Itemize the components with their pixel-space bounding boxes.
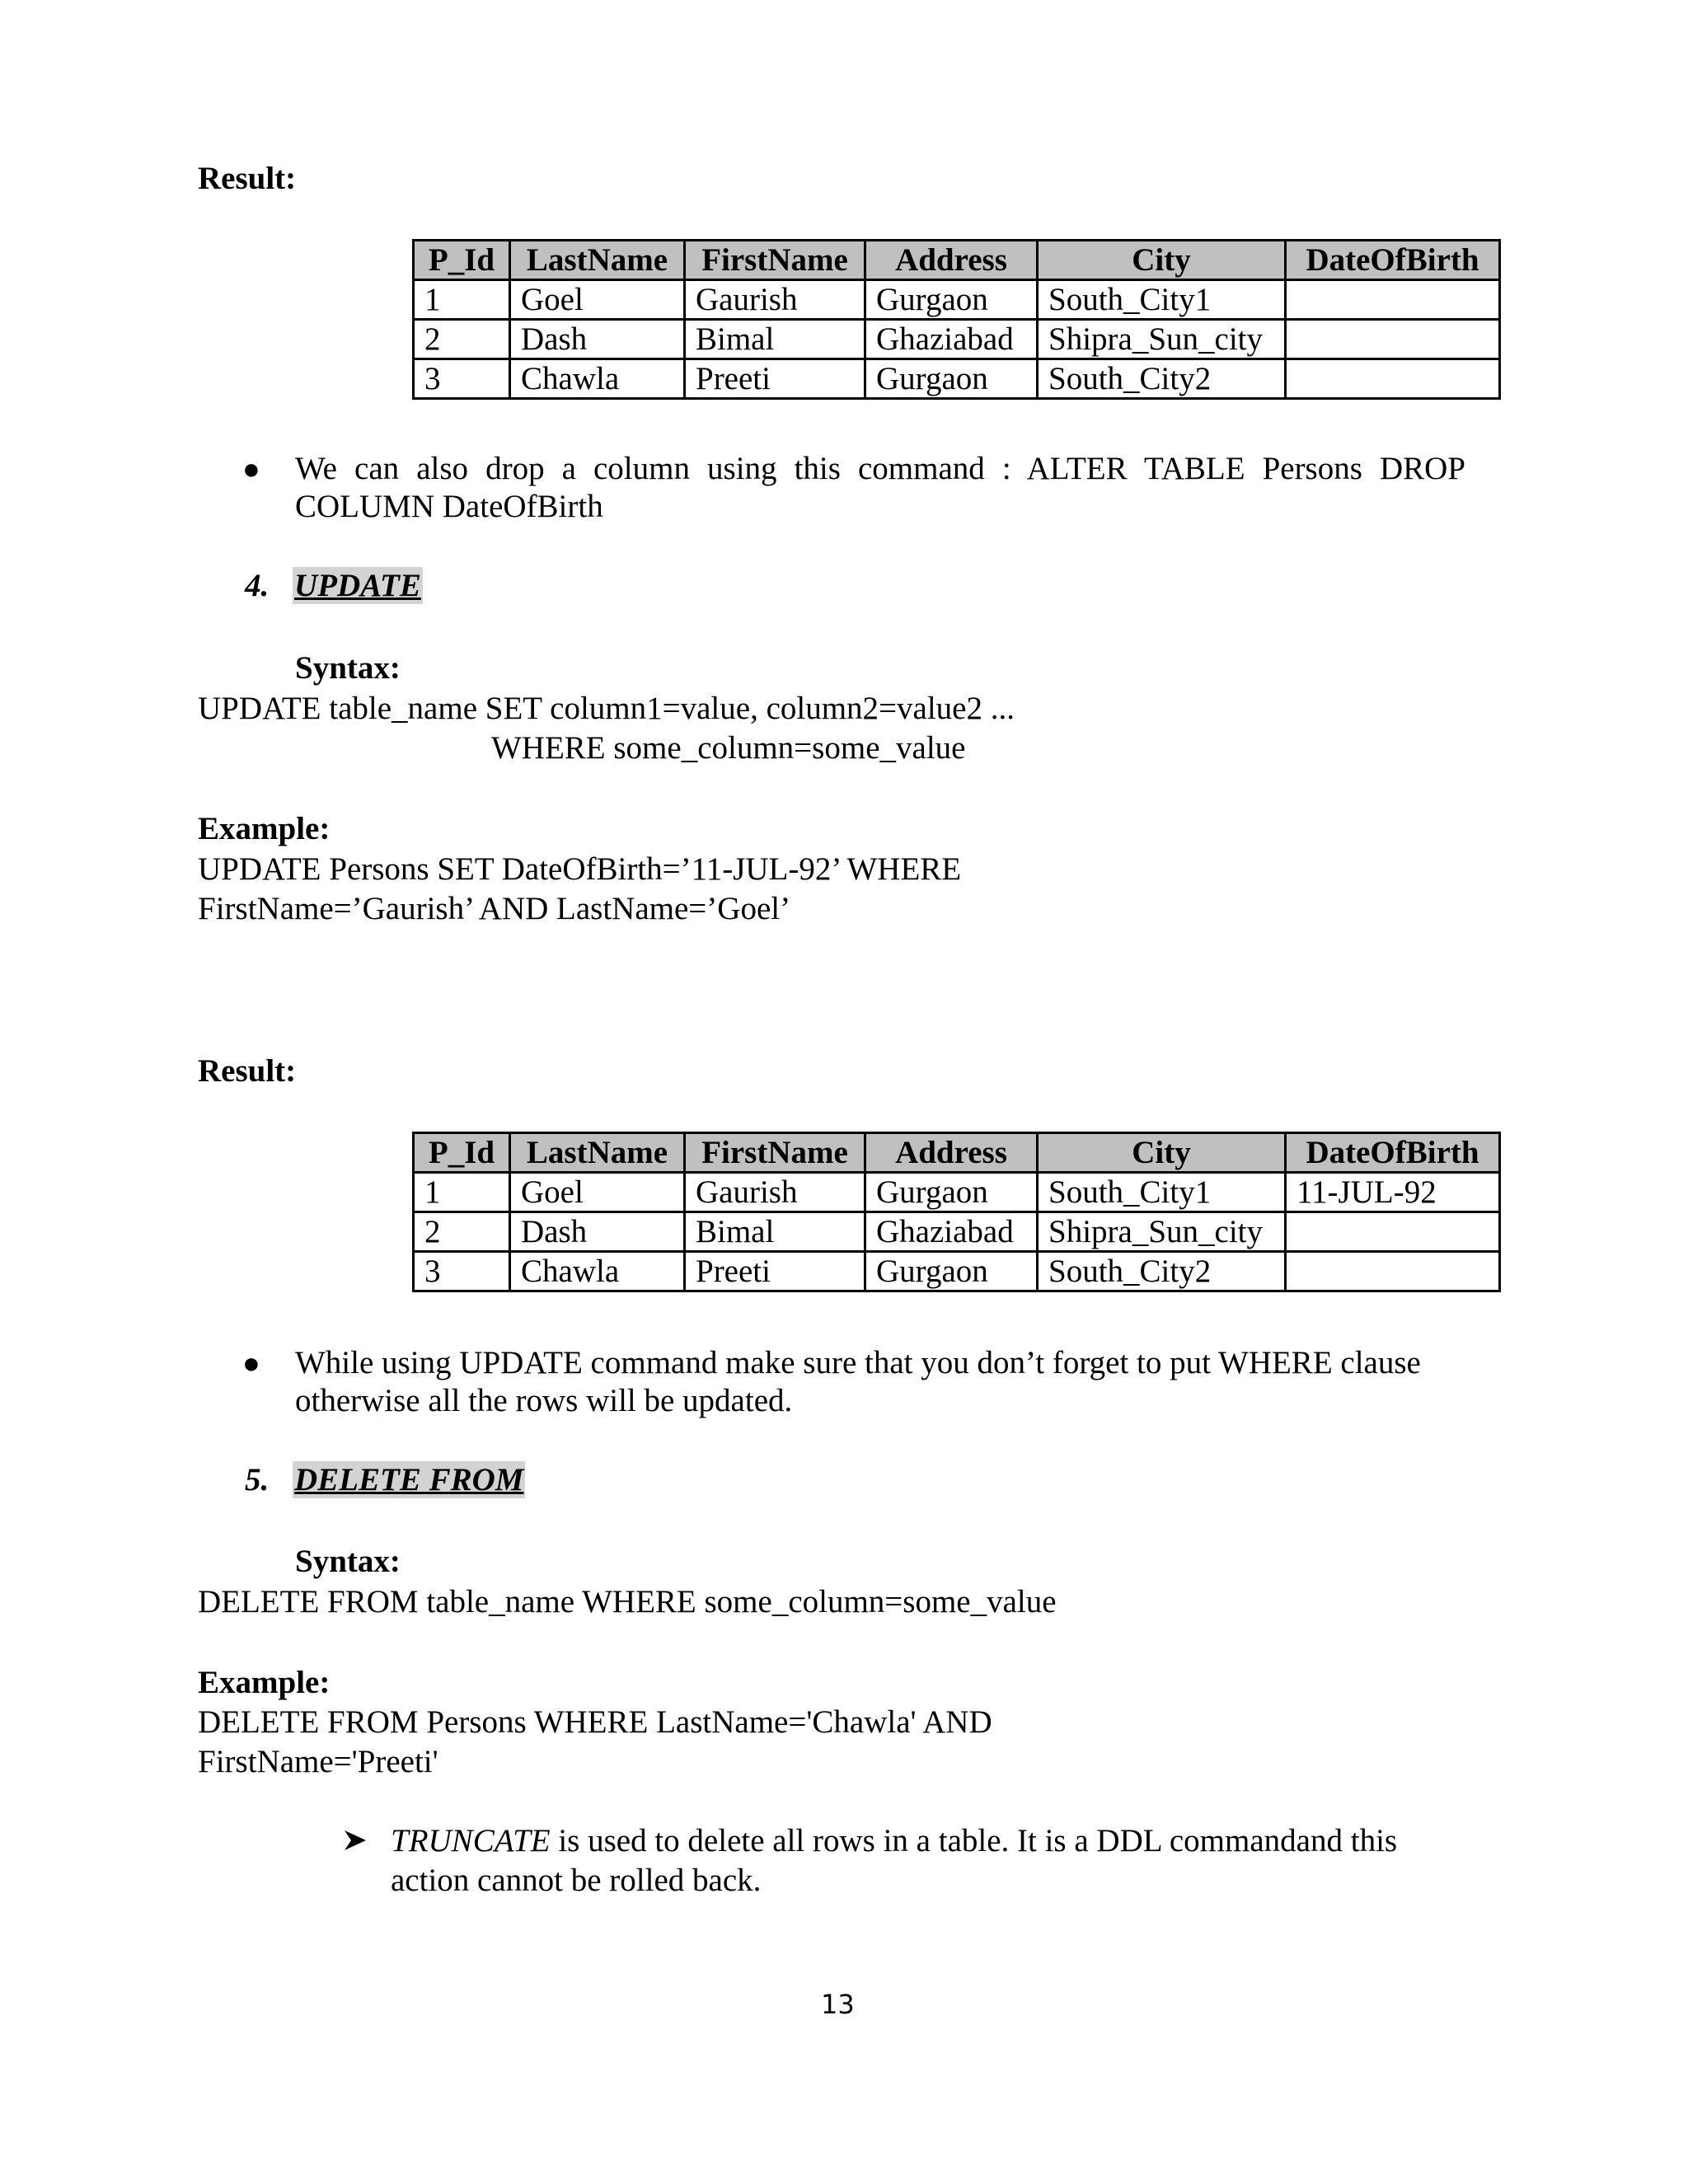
column-header: LastName — [510, 1133, 685, 1173]
delete-example-line2: FirstName='Preeti' — [198, 1744, 438, 1779]
table-cell: 1 — [414, 280, 510, 320]
table-cell: South_City1 — [1038, 1173, 1286, 1212]
page-number: 13 — [821, 1989, 855, 2020]
delete-example-label: Example: — [198, 1665, 331, 1700]
column-header: DateOfBirth — [1286, 1133, 1500, 1173]
table-cell: Gurgaon — [865, 359, 1038, 399]
table-cell: Chawla — [510, 359, 685, 399]
section-title-update: UPDATE — [294, 568, 421, 603]
table-cell: South_City1 — [1038, 280, 1286, 320]
bullet-icon: ● — [242, 1347, 260, 1380]
bullet-text-update-warning-line1: While using UPDATE command make sure that you don’t forget to put WHERE clause — [295, 1345, 1421, 1380]
section-number-4: 4. — [245, 568, 270, 603]
table-cell: Dash — [510, 1212, 685, 1252]
column-header: LastName — [510, 241, 685, 280]
table-cell: Preeti — [685, 1252, 865, 1291]
truncate-note-line2: action cannot be rolled back. — [391, 1863, 762, 1898]
column-header: Address — [865, 241, 1038, 280]
update-example-label: Example: — [198, 811, 331, 846]
column-header: City — [1038, 241, 1286, 280]
table-cell: Goel — [510, 1173, 685, 1212]
section-title-delete-from: DELETE FROM — [294, 1462, 524, 1497]
bullet-text-drop-column-line2: COLUMN DateOfBirth — [295, 489, 603, 524]
update-example-line1: UPDATE Persons SET DateOfBirth=’11-JUL-92’ WHERE — [198, 851, 962, 887]
table-cell — [1286, 280, 1500, 320]
table-cell: South_City2 — [1038, 1252, 1286, 1291]
truncate-note-line1-rest: is used to delete all rows in a table. It is a DDL commandand this — [550, 1823, 1398, 1858]
persons-table-after-update — [412, 1132, 1501, 1292]
table-cell: 11-JUL-92 — [1286, 1173, 1500, 1212]
table-cell — [1286, 359, 1500, 399]
bullet-icon: ● — [242, 452, 260, 485]
table-cell: Bimal — [685, 1212, 865, 1252]
table-cell: 3 — [414, 359, 510, 399]
column-header: DateOfBirth — [1286, 241, 1500, 280]
table-cell: 2 — [414, 1212, 510, 1252]
table-cell — [1286, 1212, 1500, 1252]
table-cell — [1286, 1252, 1500, 1291]
table-cell: Gaurish — [685, 1173, 865, 1212]
table-cell: Preeti — [685, 359, 865, 399]
table-cell: Ghaziabad — [865, 1212, 1038, 1252]
table-cell: 1 — [414, 1173, 510, 1212]
table-cell: Gurgaon — [865, 1173, 1038, 1212]
result-label-1: Result: — [198, 161, 297, 196]
table-row — [414, 359, 1500, 399]
table-cell: Shipra_Sun_city — [1038, 1212, 1286, 1252]
persons-table-before-update — [412, 239, 1501, 400]
update-syntax-line2: WHERE some_column=some_value — [491, 730, 966, 766]
table-header-row — [414, 241, 1500, 280]
table-cell: 3 — [414, 1252, 510, 1291]
table-cell: Ghaziabad — [865, 320, 1038, 359]
table-cell: Bimal — [685, 320, 865, 359]
delete-syntax-line1: DELETE FROM table_name WHERE some_column=some_value — [198, 1584, 1057, 1619]
table-cell: Gurgaon — [865, 280, 1038, 320]
truncate-note-line1 — [391, 1821, 1397, 1861]
update-syntax-label: Syntax: — [295, 650, 401, 686]
bullet-text-update-warning-line2: otherwise all the rows will be updated. — [295, 1383, 793, 1418]
table-row — [414, 1252, 1500, 1291]
update-syntax-line1: UPDATE table_name SET column1=value, column2=value2 ... — [198, 691, 1015, 726]
section-number-5: 5. — [245, 1462, 270, 1497]
bullet-text-drop-column-line1: We can also drop a column using this command : ALTER TABLE Persons DROP — [295, 451, 1465, 486]
delete-syntax-label: Syntax: — [295, 1544, 401, 1579]
table-row — [414, 280, 1500, 320]
table-cell: South_City2 — [1038, 359, 1286, 399]
table-cell: Shipra_Sun_city — [1038, 320, 1286, 359]
table-cell: Dash — [510, 320, 685, 359]
update-example-line2: FirstName=’Gaurish’ AND LastName=’Goel’ — [198, 891, 791, 926]
result-label-2: Result: — [198, 1053, 297, 1089]
column-header: City — [1038, 1133, 1286, 1173]
column-header: P_Id — [414, 1133, 510, 1173]
table-header-row — [414, 1133, 1500, 1173]
table-cell: Chawla — [510, 1252, 685, 1291]
table-row — [414, 320, 1500, 359]
arrow-bullet-icon — [343, 1828, 368, 1853]
column-header: FirstName — [685, 1133, 865, 1173]
table-row — [414, 1212, 1500, 1252]
truncate-keyword: TRUNCATE — [391, 1823, 551, 1858]
table-row — [414, 1173, 1500, 1212]
table-cell: Gurgaon — [865, 1252, 1038, 1291]
column-header: Address — [865, 1133, 1038, 1173]
table-cell — [1286, 320, 1500, 359]
table-cell: Goel — [510, 280, 685, 320]
table-cell: Gaurish — [685, 280, 865, 320]
table-cell: 2 — [414, 320, 510, 359]
column-header: FirstName — [685, 241, 865, 280]
delete-example-line1: DELETE FROM Persons WHERE LastName='Chawla' AND — [198, 1704, 992, 1740]
column-header: P_Id — [414, 241, 510, 280]
